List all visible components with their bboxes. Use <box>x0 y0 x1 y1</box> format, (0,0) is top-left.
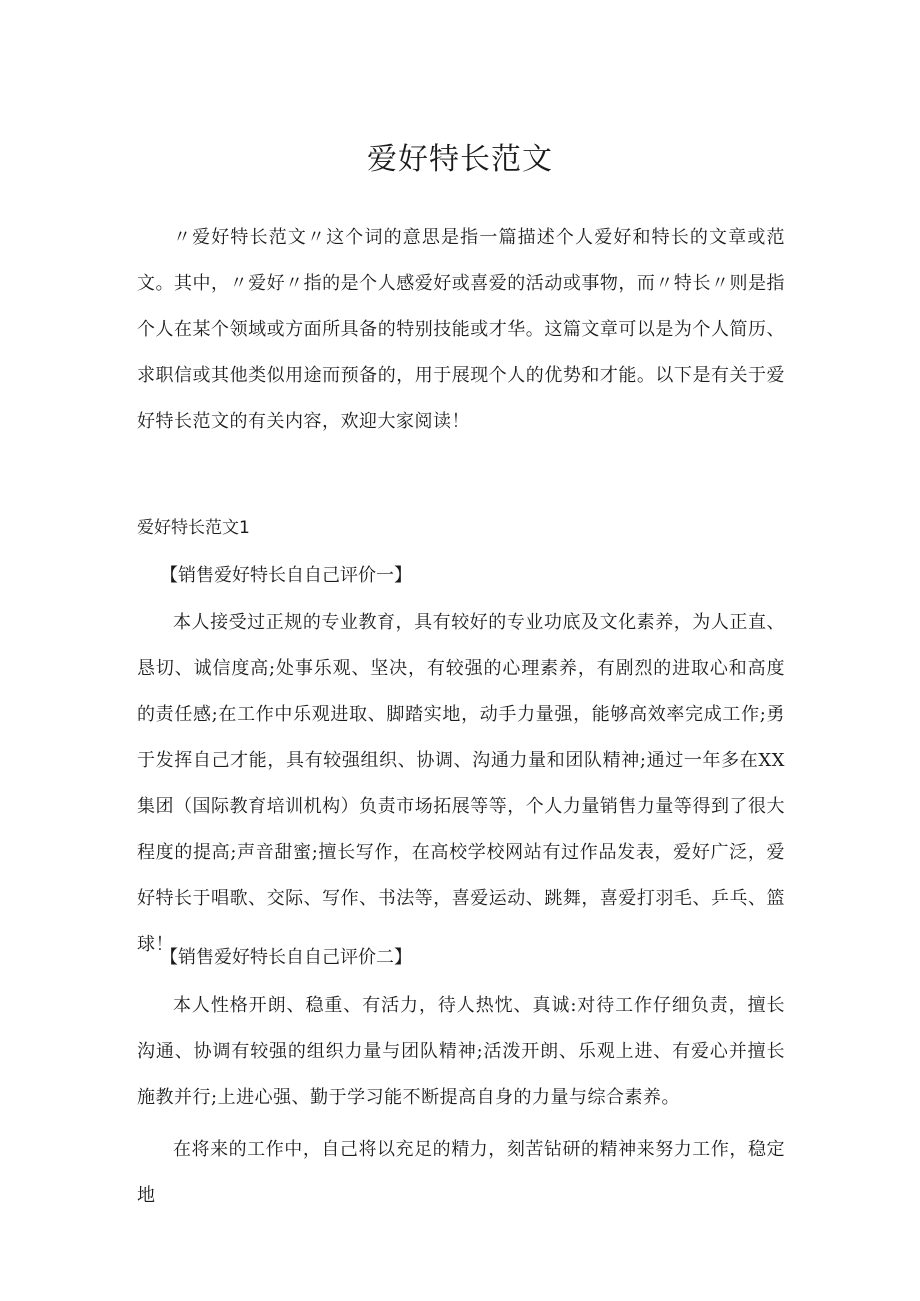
paragraph-1: 本人接受过正规的专业教育，具有较好的专业功底及文化素养，为人正直、恳切、诚信度高;处事乐观、坚决，有较强的心理素养，有剧烈的进取心和高度的责任感;在工作中乐观进取、脚踏实地，动手力量强，能够高效率完成工作;勇于发挥自己才能，具有较强组织、协调、沟通力量和团队精神;通过一年多在XX集团（国际教育培训机构）负责市场拓展等等，个人力量销售力量等得到了很大程度的提高;声音甜蜜;擅长写作，在高校学校网站有过作品发表，爱好广泛，爱好特长于唱歌、交际、写作、书法等，喜爱运动、跳舞，喜爱打羽毛、乒乓、篮球！ <box>137 612 785 955</box>
sub-heading-1: 【销售爱好特长自自己评价一】 <box>160 565 412 586</box>
paragraph-3: 在将来的工作中，自己将以充足的精力，刻苦钻研的精神来努力工作，稳定地 <box>137 1139 785 1206</box>
intro-paragraph: 〃爱好特长范文〃这个词的意思是指一篇描述个人爱好和特长的文章或范文。其中，〃爱好〃指的是个人感爱好或喜爱的活动或事物，而〃特长〃则是指个人在某个领域或方面所具备的特别技能或才华。这篇文章可以是为个人简历、求职信或其他类似用途而预备的，用于展现个人的优势和才能。以下是有关于爱好特长范文的有关内容，欢迎大家阅读！ <box>137 227 785 432</box>
sub-heading-2: 【销售爱好特长自自己评价二】 <box>160 947 412 968</box>
document-title: 爱好特长范文 <box>367 142 553 177</box>
section-heading: 爱好特长范文1 <box>137 518 250 538</box>
paragraph-2: 本人性格开朗、稳重、有活力，待人热忱、真诚:对待工作仔细负责，擅长沟通、协调有较强的组织力量与团队精神;活泼开朗、乐观上进、有爱心并擅长施教并行;上进心强、勤于学习能不断提高自身的力量与综合素养。 <box>137 995 785 1108</box>
